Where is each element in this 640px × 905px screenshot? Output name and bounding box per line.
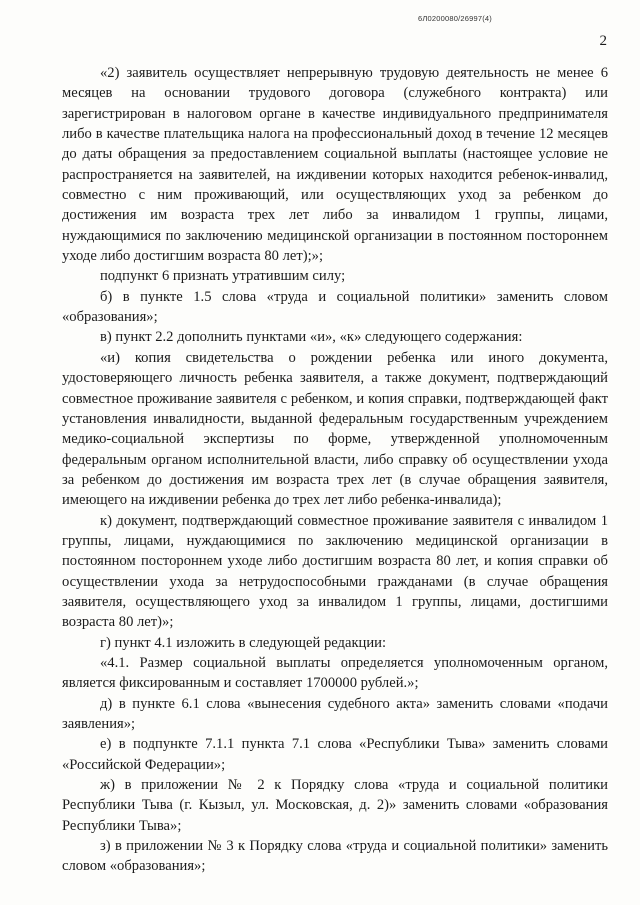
- paragraph-e: е) в подпункте 7.1.1 пункта 7.1 слова «Республики Тыва» заменить словами «Российской Федерации»;: [62, 736, 608, 773]
- paragraph-z: з) в приложении № 3 к Порядку слова «труда и социальной политики» заменить словом «образования»;: [62, 838, 608, 875]
- paragraph-subclause-6: подпункт 6 признать утратившим силу;: [100, 268, 346, 285]
- paragraph-zh: ж) в приложении № 2 к Порядку слова «труда и социальной политики Республики Тыва (г. Кызыл, ул. Московская, д. 2)» заменить словами «образования Республики Тыва»;: [62, 777, 608, 834]
- paragraph-k: к) документ, подтверждающий совместное проживание заявителя с инвалидом 1 группы, лицами, нуждающимися по заключению медицинской организации в постоянном постороннем уходе либо достигшим возраста 80 лет, и копия справки об осуществлении ухода за нетрудоспособными гражданами (в случае обращения заявителя, осуществляющего уход за инвалидом 1 группы, лицами, достигшими возраста 80 лет)»;: [62, 512, 608, 631]
- document-code: 6Л0200080/26997(4): [418, 14, 492, 23]
- paragraph-g: г) пункт 4.1 изложить в следующей редакции:: [100, 634, 387, 651]
- paragraph-b: б) в пункте 1.5 слова «труда и социальной политики» заменить словом «образования»;: [62, 288, 608, 326]
- paragraph-i: «и) копия свидетельства о рождении ребенка или иного документа, удостоверяющего личность ребенка заявителя, а также документ, подтверждающий совместное проживание заявителя с ребенком, и копия справки, подтверждающей факт установления инвалидности, выданной федеральным государственным учреждением медико-социальной экспертизы по форме, утвержденной уполномоченным федеральным органом исполнительной власти, либо справку об осуществлении ухода за ребенком до достижения им возраста трех лет (в случае обращения заявителя, имеющего на иждивении ребенка до трех лет либо ребенка-инвалида);: [62, 349, 608, 509]
- paragraph-4-1: «4.1. Размер социальной выплаты определяется уполномоченным органом, является фиксированным и составляет 1700000 рублей.»;: [62, 654, 608, 692]
- paragraph-d: д) в пункте 6.1 слова «вынесения судебного акта» заменить словами «подачи заявления»;: [62, 695, 608, 732]
- document-body: [62, 63, 608, 877]
- paragraph-v: в) пункт 2.2 дополнить пунктами «и», «к» следующего содержания:: [100, 329, 523, 346]
- page-number: 2: [599, 33, 607, 49]
- paragraph-clause-2: «2) заявитель осуществляет непрерывную трудовую деятельность не менее 6 месяцев на основании трудового договора (служебного контракта) или зарегистрирован в налоговом органе в качестве индивидуального предпринимателя либо в качестве плательщика налога на профессиональный доход в течение 12 месяцев до даты обращения за предоставлением социальной выплаты (настоящее условие не распространяется на заявителей, на иждивении которых находится ребенок-инвалид, совместно с ним проживающий, или осуществляющих уход за ребенком до достижения им возраста трех лет либо за инвалидом 1 группы, лицами, нуждающимися по заключению медицинской организации в постоянном постороннем уходе либо достигшим возраста 80 лет);»;: [62, 65, 608, 265]
